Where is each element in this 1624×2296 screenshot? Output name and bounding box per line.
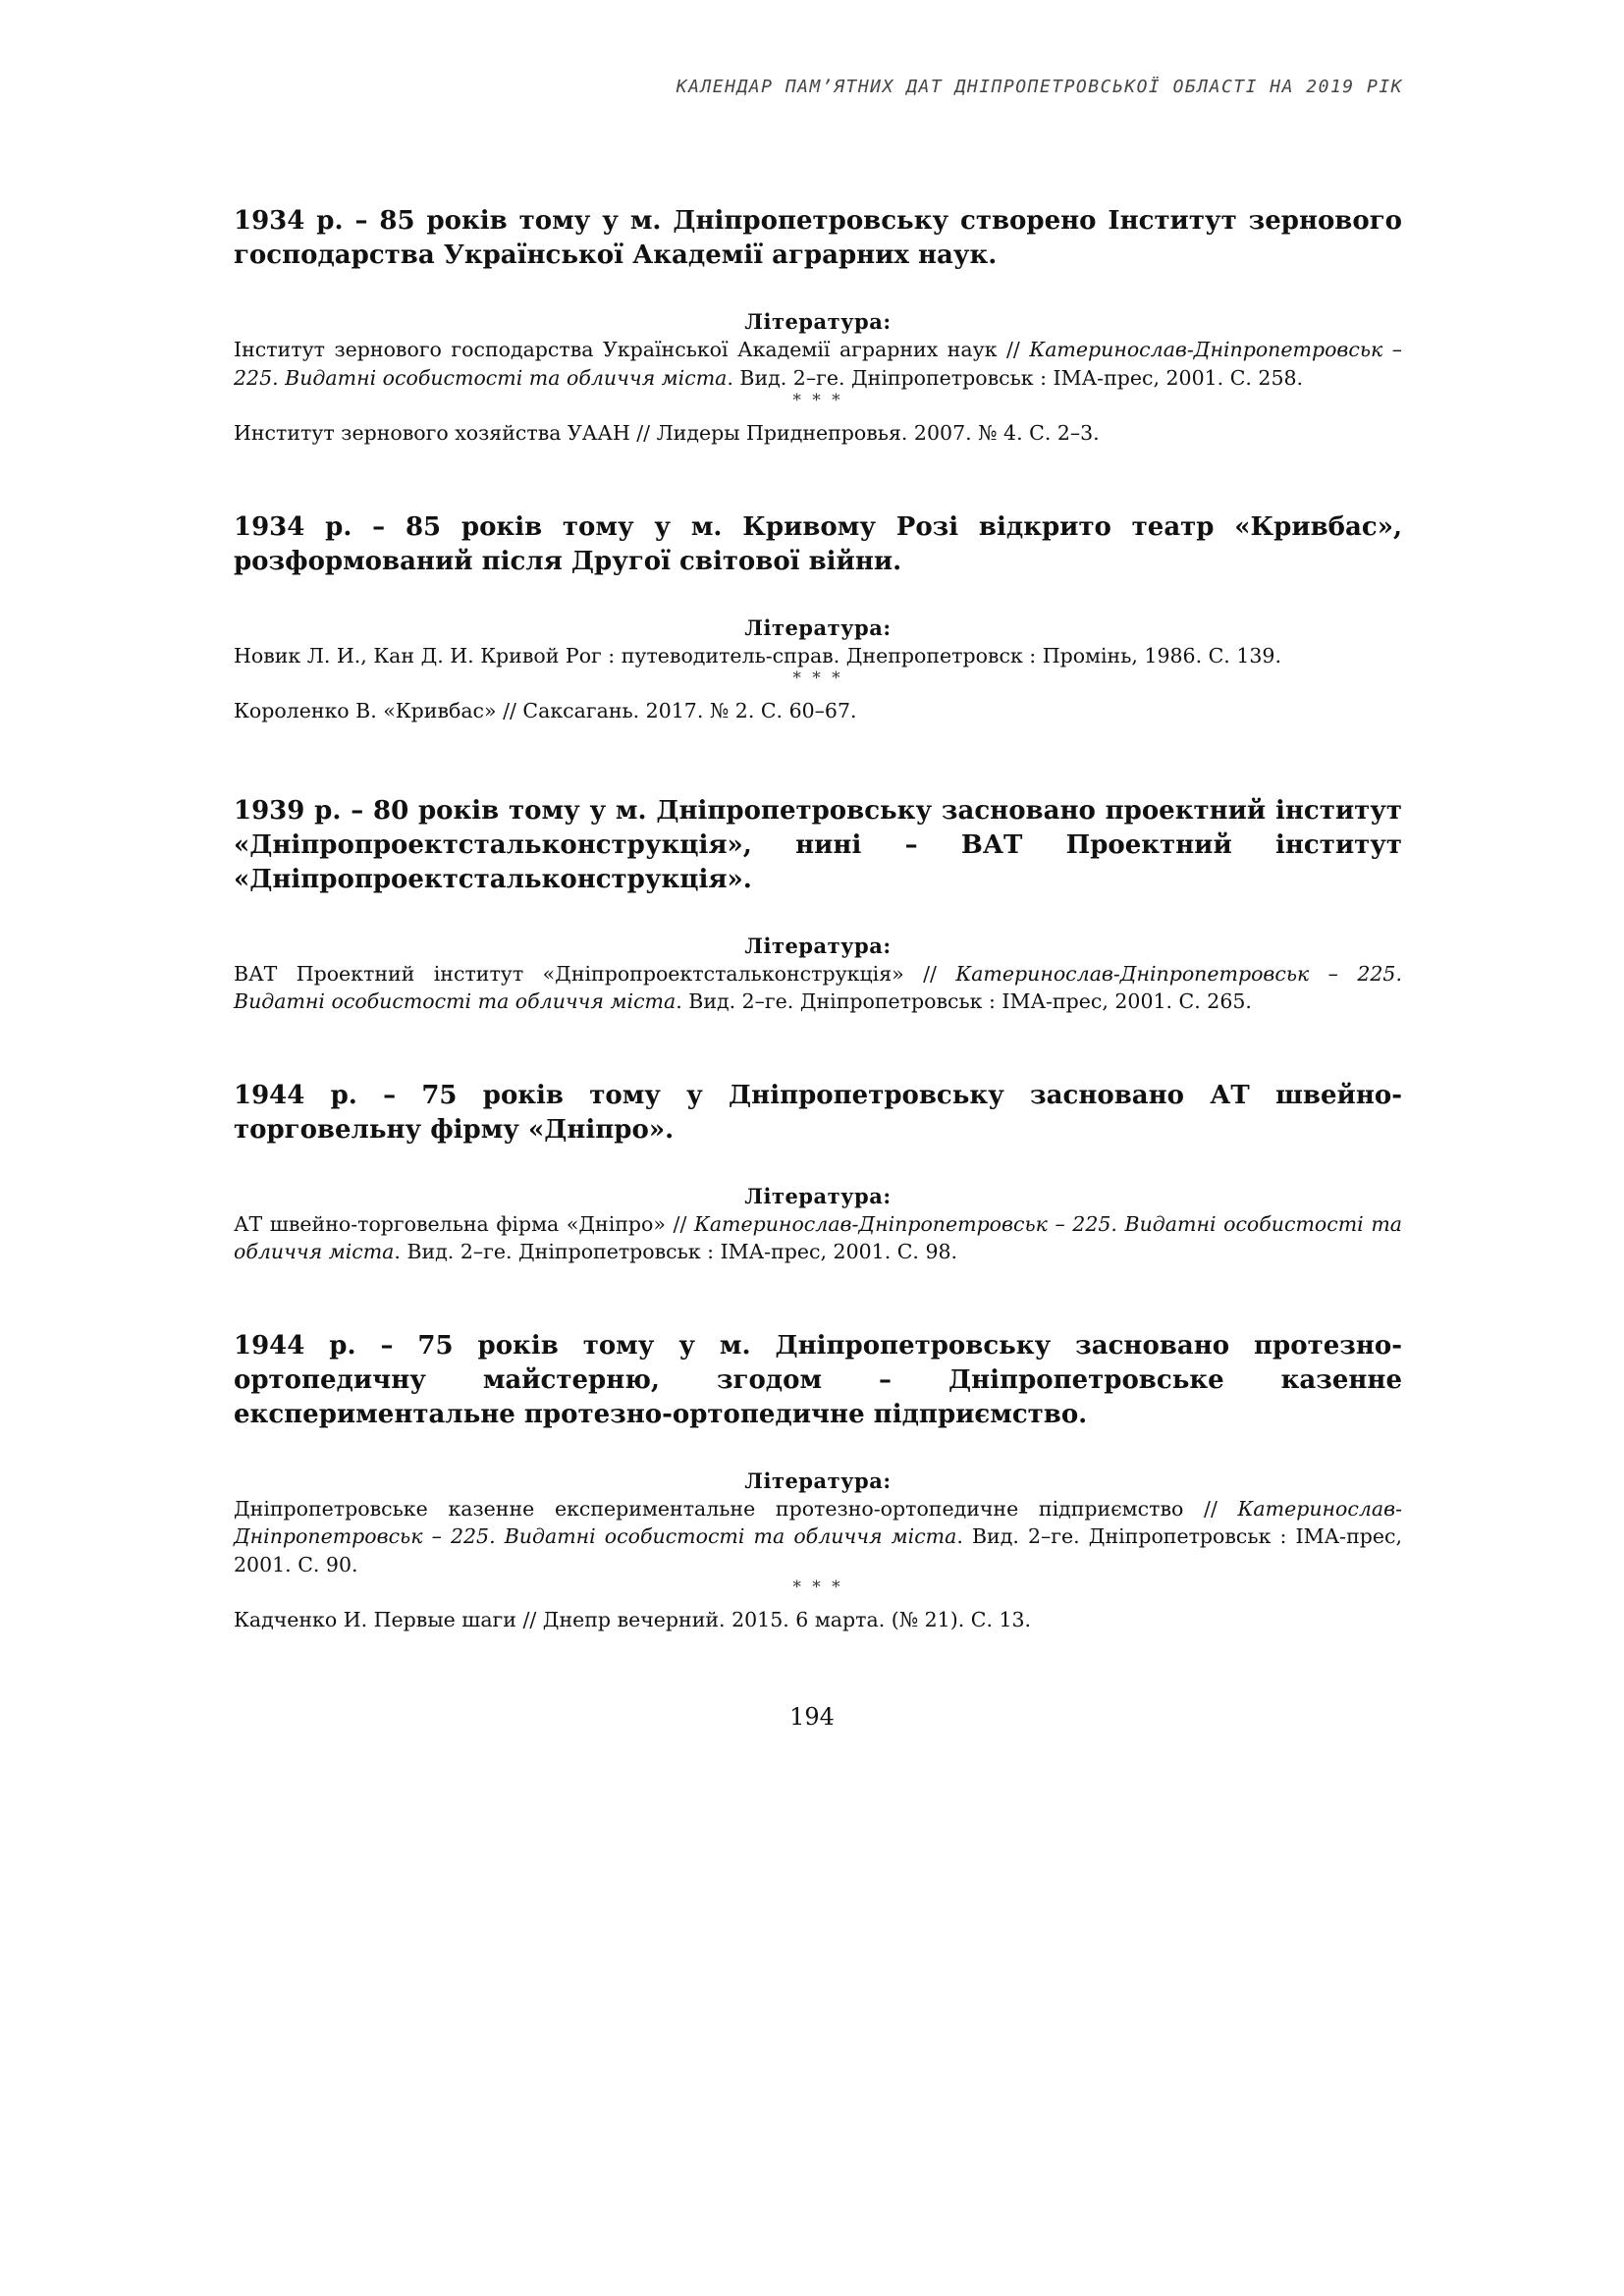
literature-heading: Література: <box>744 1468 892 1493</box>
calendar-entry <box>234 1079 1402 1266</box>
literature-reference: Дніпропетровське казенне експериментальне протезно-ортопедичне підприємство // Катеринослав-Дніпропетровськ – 225. Видатні особистості та обличчя міста. Вид. 2–ге. Дніпропетровськ : ІМА-прес, 2001. С. 90. <box>234 1496 1402 1576</box>
document-body <box>234 204 1402 1634</box>
literature-reference: ВАТ Проектний інститут «Дніпропроектстальконструкція» // Катеринослав-Дніпропетровськ – 225. Видатні особистості та обличчя міста. Вид. 2–ге. Дніпропетровськ : ІМА-прес, 2001. С. 265. <box>234 961 1402 1013</box>
reference-separator: * * * <box>792 1577 843 1597</box>
reference-separator: * * * <box>792 668 843 688</box>
calendar-entry <box>234 1329 1402 1634</box>
calendar-entry <box>234 510 1402 725</box>
entry-title: 1934 р. – 85 років тому у м. Дніпропетровську створено Інститут зернового господарства Української Академії аграрних наук. <box>234 206 1402 270</box>
calendar-entry <box>234 204 1402 448</box>
literature-reference: Институт зернового хозяйства УААН // Лидеры Приднепровья. 2007. № 4. С. 2–3. <box>234 421 1100 445</box>
literature-reference: Новик Л. И., Кан Д. И. Кривой Рог : путеводитель-справ. Днепропетровск : Промінь, 1986. С. 139. <box>234 643 1281 667</box>
literature-heading: Література: <box>744 614 892 640</box>
running-header: КАЛЕНДАР ПАМ’ЯТНИХ ДАТ ДНІПРОПЕТРОВСЬКОЇ ОБЛАСТІ НА 2019 РІК <box>676 77 1403 97</box>
literature-reference: Кадченко И. Первые шаги // Днепр вечерний. 2015. 6 марта. (№ 21). С. 13. <box>234 1608 1032 1631</box>
literature-reference: Інститут зернового господарства Української Академії аграрних наук // Катеринослав-Дніпропетровськ – 225. Видатні особистості та обличчя міста. Вид. 2–ге. Дніпропетровськ : ІМА-прес, 2001. С. 258. <box>234 338 1402 390</box>
calendar-entry <box>234 794 1402 1016</box>
literature-heading: Література: <box>744 1183 892 1208</box>
reference-separator: * * * <box>792 391 843 410</box>
entry-title: 1944 р. – 75 років тому у м. Дніпропетровську засновано протезно-ортопедичну майстерню, згодом – Дніпропетровське казенне експериментальне протезно-ортопедичне підприємство. <box>234 1330 1402 1429</box>
literature-reference: АТ швейно-торговельна фірма «Дніпро» // Катеринослав-Дніпропетровськ – 225. Видатні особистості та обличчя міста. Вид. 2–ге. Дніпропетровськ : ІМА-прес, 2001. С. 98. <box>234 1211 1402 1263</box>
entry-title: 1934 р. – 85 років тому у м. Кривому Розі відкрито театр «Кривбас», розформований після Другої світової війни. <box>234 511 1402 576</box>
page-number: 194 <box>789 1703 835 1731</box>
entry-title: 1939 р. – 80 років тому у м. Дніпропетровську засновано проектний інститут «Дніпропроектстальконструкція», нині – ВАТ Проектний інститут «Дніпропроектстальконструкція». <box>234 795 1402 894</box>
entry-title: 1944 р. – 75 років тому у Дніпропетровську засновано АТ швейно-торговельну фірму «Дніпро». <box>234 1080 1402 1145</box>
literature-reference: Короленко В. «Кривбас» // Саксагань. 2017. № 2. С. 60–67. <box>234 699 857 722</box>
literature-heading: Література: <box>744 309 892 334</box>
literature-heading: Література: <box>744 933 892 958</box>
